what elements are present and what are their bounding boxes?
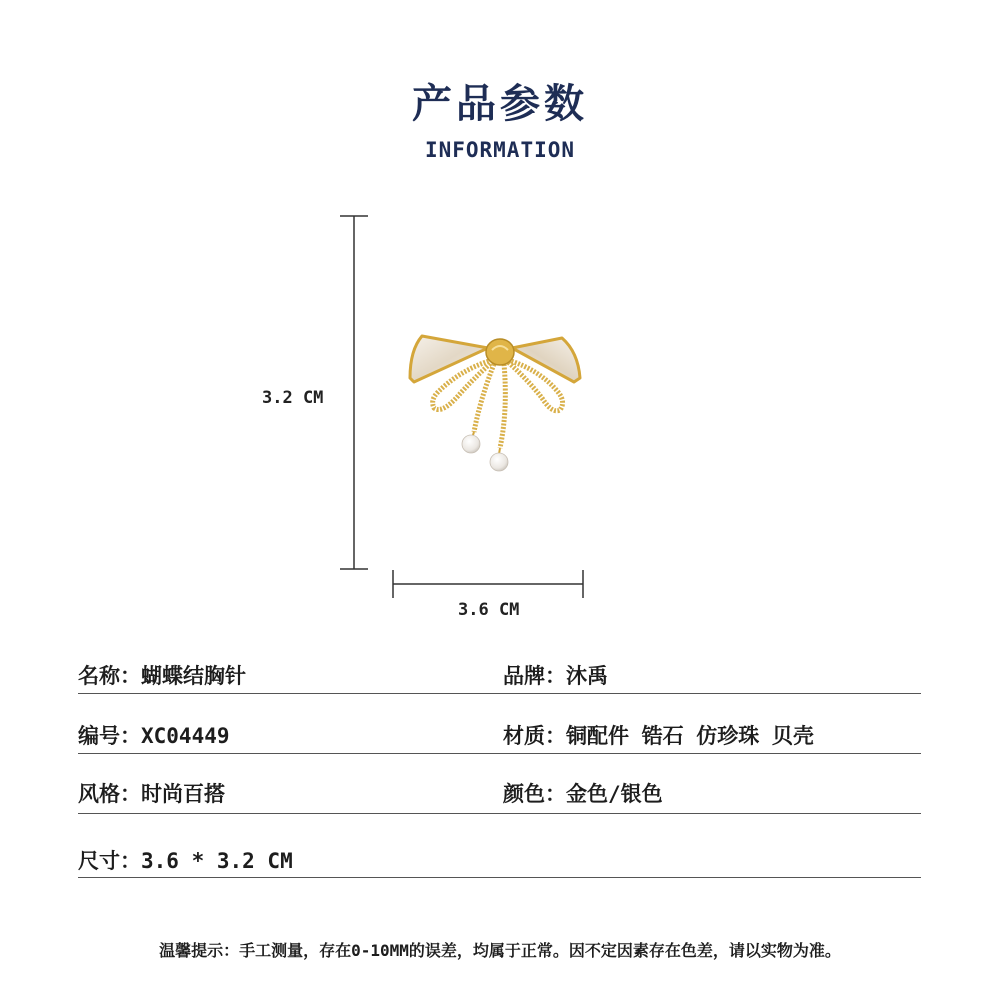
spec-row-3 xyxy=(78,778,921,814)
pearl-right xyxy=(490,453,508,471)
width-label: 3.6 CM xyxy=(458,600,520,620)
spec-color: 颜色：金色/银色 xyxy=(503,782,663,806)
bow-knot xyxy=(486,339,514,365)
pearl-left xyxy=(462,435,480,453)
bow-left-tail xyxy=(474,364,494,432)
page-title: 产品参数 xyxy=(412,80,588,127)
spec-name: 名称：蝴蝶结胸针 xyxy=(78,664,246,688)
spec-row-4 xyxy=(78,845,921,878)
spec-style: 风格：时尚百搭 xyxy=(78,782,225,806)
spec-material: 材质：铜配件 锆石 仿珍珠 贝壳 xyxy=(503,724,814,748)
spec-row-2 xyxy=(78,720,921,754)
page-subtitle: INFORMATION xyxy=(424,138,576,162)
spec-row-1 xyxy=(78,660,921,694)
bow-brooch-image xyxy=(400,320,600,490)
bow-right-tail xyxy=(500,364,505,448)
measurement-notice: 温馨提示：手工测量，存在0-10MM的误差，均属于正常。因不定因素存在色差，请以实物为准。 xyxy=(159,941,841,960)
spec-size: 尺寸：3.6 * 3.2 CM xyxy=(78,849,293,873)
spec-code: 编号：XC04449 xyxy=(78,724,230,748)
height-label: 3.2 CM xyxy=(262,388,324,408)
spec-brand: 品牌：沐禹 xyxy=(503,664,608,688)
